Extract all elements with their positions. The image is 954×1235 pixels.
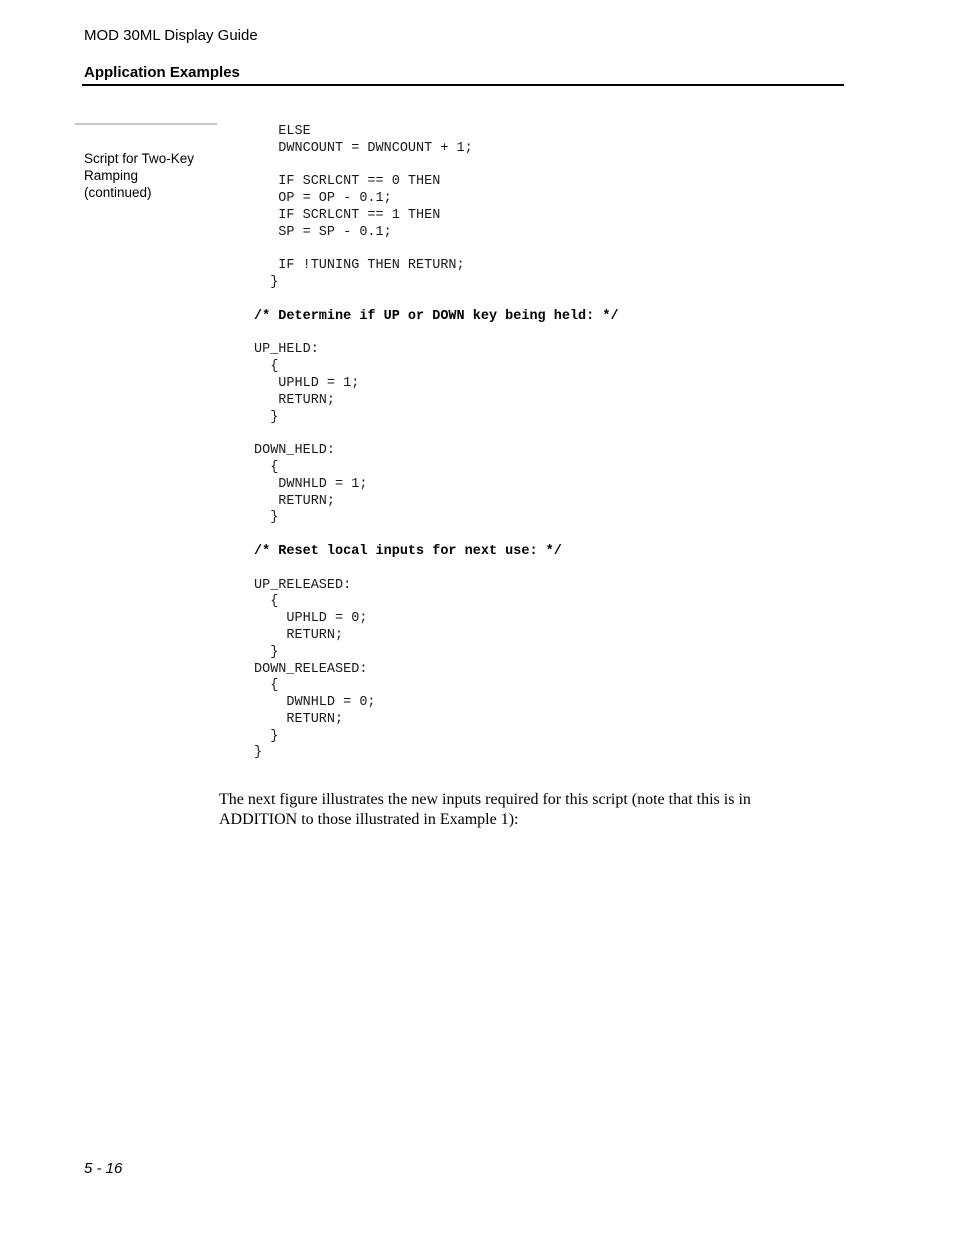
section-title: Application Examples (84, 64, 240, 81)
code-line: IF !TUNING THEN RETURN; (254, 258, 465, 274)
code-comment-line: /* Determine if UP or DOWN key being held: */ (254, 308, 619, 324)
document-title: MOD 30ML Display Guide (84, 27, 258, 44)
code-line (254, 242, 619, 259)
code-line: } (254, 644, 279, 660)
sidebar-heading (84, 150, 214, 201)
code-line (254, 561, 619, 578)
code-line: } (254, 275, 279, 291)
sidebar-heading-line: Ramping (84, 168, 139, 183)
sidebar-heading-line: (continued) (84, 185, 152, 200)
code-line: RETURN; (254, 627, 344, 643)
code-line: DWNCOUNT = DWNCOUNT + 1; (254, 140, 473, 156)
code-comment-line: /* Reset local inputs for next use: */ (254, 543, 562, 559)
code-line (254, 426, 619, 443)
body-paragraph: The next figure illustrates the new inputs required for this script (note that this is in ADDITION to those illustrated in Example 1): (219, 791, 751, 828)
code-line: UPHLD = 0; (254, 611, 368, 627)
code-line: { (254, 359, 279, 375)
code-line: } (254, 728, 279, 744)
sidebar-divider (75, 123, 217, 125)
code-line: SP = SP - 0.1; (254, 224, 392, 240)
code-line: RETURN; (254, 392, 336, 408)
page-number: 5 - 16 (84, 1160, 123, 1177)
code-line: IF SCRLCNT == 1 THEN (254, 207, 441, 223)
code-line: { (254, 678, 279, 694)
code-line (254, 326, 619, 343)
sidebar-heading-line: Script for Two-Key (84, 151, 195, 166)
code-line (254, 527, 619, 544)
code-line: IF SCRLCNT == 0 THEN (254, 174, 441, 190)
code-line: UPHLD = 1; (254, 375, 360, 391)
code-line: UP_RELEASED: (254, 577, 352, 593)
code-line: } (254, 745, 263, 761)
code-line: DWNHLD = 1; (254, 476, 368, 492)
code-line: RETURN; (254, 711, 344, 727)
code-line (254, 292, 619, 309)
header-divider (82, 84, 844, 86)
code-line: ELSE (254, 124, 311, 139)
code-line: } (254, 510, 279, 526)
code-line: { (254, 594, 279, 610)
code-line: DOWN_HELD: (254, 443, 336, 459)
code-line: DWNHLD = 0; (254, 695, 376, 711)
code-line: UP_HELD: (254, 342, 319, 358)
code-line: } (254, 409, 279, 425)
script-code-block (254, 124, 619, 762)
code-line: { (254, 459, 279, 475)
code-line: OP = OP - 0.1; (254, 191, 392, 207)
code-line: DOWN_RELEASED: (254, 661, 368, 677)
code-line (254, 158, 619, 175)
code-line: RETURN; (254, 493, 336, 509)
